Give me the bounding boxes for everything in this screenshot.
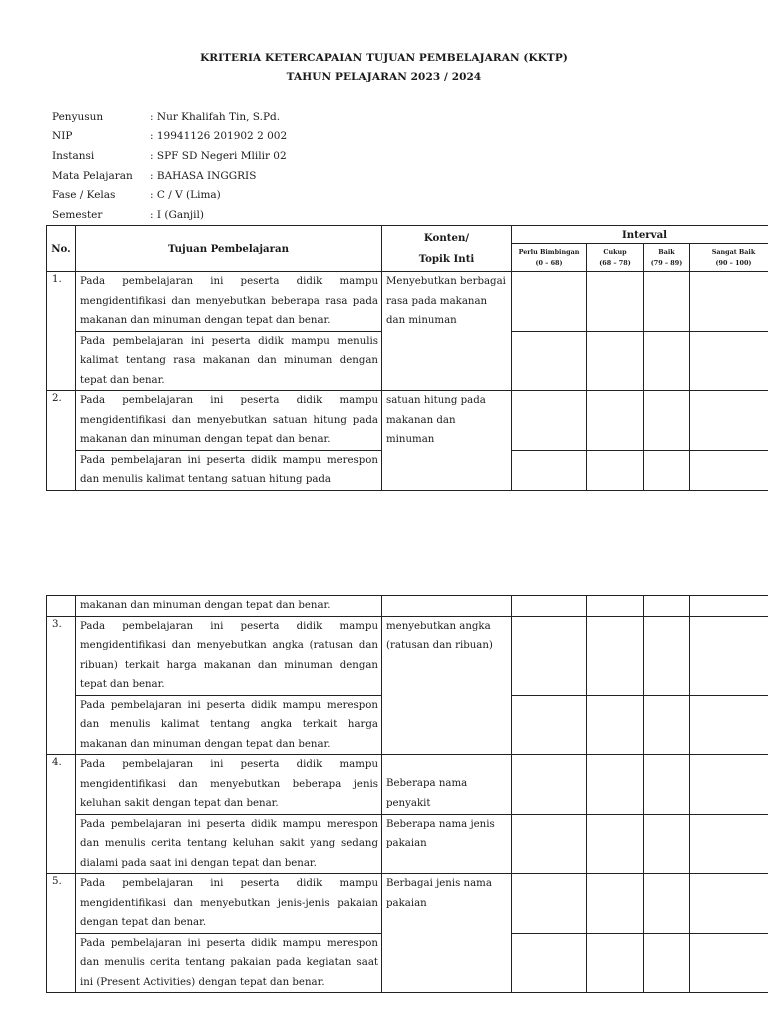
interval-cell <box>512 331 587 391</box>
interval-cell <box>512 695 587 755</box>
document-subtitle: TAHUN PELAJARAN 2023 / 2024 <box>286 71 482 83</box>
interval-cell <box>587 596 644 617</box>
header-level-cukup <box>587 244 644 272</box>
header-konten <box>382 226 512 272</box>
tujuan-pembelajaran-cell: Pada pembelajaran ini peserta didik mampu merespon dan menulis kalimat tentang angka terkait harga makanan dan minuman dengan tepat dan benar. <box>76 695 382 755</box>
header-level-baik <box>644 244 690 272</box>
header-interval: Interval <box>512 226 768 244</box>
interval-cell <box>644 695 690 755</box>
topic-cell: Beberapa nama jenis pakaian <box>382 814 512 874</box>
interval-cell <box>587 331 644 391</box>
info-row-instansi <box>52 146 287 166</box>
topic-cell: satuan hitung pada makanan dan minuman <box>382 391 512 491</box>
interval-cell <box>587 874 644 934</box>
topic-cell: Berbagai jenis nama pakaian <box>382 874 512 993</box>
info-label: Mata Pelajaran <box>52 169 133 182</box>
tujuan-pembelajaran-cell: Pada pembelajaran ini peserta didik mampu mengidentifikasi dan menyebutkan jenis-jenis pakaian dengan tepat dan benar. <box>76 874 382 934</box>
interval-cell <box>644 755 690 815</box>
interval-cell <box>512 933 587 993</box>
level-name: Cukup <box>603 247 627 256</box>
row-number: 1. <box>47 272 76 391</box>
interval-cell <box>587 755 644 815</box>
info-value: : Nur Khalifah Tin, S.Pd. <box>150 110 281 123</box>
tujuan-pembelajaran-cell: Pada pembelajaran ini peserta didik mampu mengidentifikasi dan menyebutkan beberapa rasa pada makanan dan minuman dengan tepat dan benar. <box>76 272 382 332</box>
interval-cell <box>690 874 768 934</box>
info-value: : 19941126 201902 2 002 <box>150 130 288 143</box>
info-label: Penyusun <box>52 110 104 123</box>
interval-cell <box>587 272 644 332</box>
interval-cell <box>690 331 768 391</box>
interval-cell <box>512 391 587 451</box>
interval-cell <box>644 272 690 332</box>
document-title: KRITERIA KETERCAPAIAN TUJUAN PEMBELAJARAN (KKTP) <box>200 52 568 64</box>
interval-cell <box>512 616 587 695</box>
row-number-empty <box>47 596 76 617</box>
info-row-penyusun <box>52 107 287 127</box>
tujuan-pembelajaran-cell: Pada pembelajaran ini peserta didik mampu mengidentifikasi dan menyebutkan angka (ratusan dan ribuan) terkait harga makanan dan minuman dengan tepat dan benar. <box>76 616 382 695</box>
tujuan-pembelajaran-cell <box>76 450 382 490</box>
info-label: NIP <box>52 130 73 143</box>
row-number: 3. <box>47 616 76 755</box>
kktp-table-part2 <box>46 595 768 993</box>
row-number: 4. <box>47 755 76 874</box>
topic-cell <box>382 596 512 617</box>
info-row-fase-kelas <box>52 185 287 205</box>
interval-cell <box>587 695 644 755</box>
info-row-semester <box>52 205 287 225</box>
interval-cell <box>690 814 768 874</box>
interval-cell <box>644 450 690 490</box>
interval-cell <box>512 874 587 934</box>
interval-cell <box>644 874 690 934</box>
info-row-nip <box>52 127 287 147</box>
interval-cell <box>587 450 644 490</box>
header-tujuan-pembelajaran: Tujuan Pembelajaran <box>76 226 382 272</box>
tujuan-pembelajaran-cell: Pada pembelajaran ini peserta didik mampu mengidentifikasi dan menyebutkan satuan hitung pada makanan dan minuman dengan tepat dan benar. <box>76 391 382 451</box>
tujuan-pembelajaran-cell: makanan dan minuman dengan tepat dan benar. <box>76 596 382 617</box>
interval-cell <box>644 596 690 617</box>
info-value: : I (Ganjil) <box>150 208 204 221</box>
info-label: Semester <box>52 208 103 221</box>
interval-cell <box>512 450 587 490</box>
interval-cell <box>690 391 768 451</box>
tujuan-pembelajaran-cell: Pada pembelajaran ini peserta didik mampu merespon dan menulis cerita tentang pakaian pada kegiatan saat ini (Present Activities) dengan tepat dan benar. <box>76 933 382 993</box>
interval-cell <box>644 331 690 391</box>
interval-cell <box>690 450 768 490</box>
header-no: No. <box>47 226 76 272</box>
table-row <box>47 814 768 874</box>
interval-cell <box>587 933 644 993</box>
kktp-table-part1 <box>46 225 768 491</box>
interval-cell <box>512 814 587 874</box>
info-value: : C / V (Lima) <box>150 189 221 202</box>
interval-cell <box>587 391 644 451</box>
level-range: (68 – 78) <box>599 258 631 267</box>
table-row <box>47 755 768 815</box>
row-number: 2. <box>47 391 76 491</box>
interval-cell <box>644 933 690 993</box>
tujuan-pembelajaran-text: Pada pembelajaran ini peserta didik mampu merespon dan menulis kalimat tentang satuan hitung pada <box>80 454 378 485</box>
interval-cell <box>644 616 690 695</box>
info-row-mata-pelajaran <box>52 166 287 186</box>
table-row <box>47 272 768 332</box>
interval-cell <box>512 596 587 617</box>
level-name: Sangat Baik <box>711 247 756 256</box>
tujuan-pembelajaran-cell: Pada pembelajaran ini peserta didik mampu mengidentifikasi dan menyebutkan beberapa jenis keluhan sakit dengan tepat dan benar. <box>76 755 382 815</box>
table-row <box>47 391 768 451</box>
document-info <box>52 107 287 225</box>
header-konten-line2: Topik Inti <box>418 252 475 265</box>
interval-cell <box>644 814 690 874</box>
interval-cell <box>587 814 644 874</box>
row-number: 5. <box>47 874 76 993</box>
level-range: (90 – 100) <box>715 258 752 267</box>
interval-cell <box>690 755 768 815</box>
topic-cell <box>382 755 512 815</box>
interval-cell <box>690 596 768 617</box>
interval-cell <box>690 616 768 695</box>
interval-cell <box>512 755 587 815</box>
topic-text: Beberapa nama penyakit <box>386 778 468 809</box>
info-value: : BAHASA INGGRIS <box>150 169 257 182</box>
tujuan-pembelajaran-cell: Pada pembelajaran ini peserta didik mampu menulis kalimat tentang rasa makanan dan minuman dengan tepat dan benar. <box>76 331 382 391</box>
header-level-sangat-baik <box>690 244 768 272</box>
info-label: Instansi <box>52 149 95 162</box>
table-row <box>47 616 768 695</box>
interval-cell <box>644 391 690 451</box>
table-row <box>47 874 768 934</box>
header-level-perlu-bimbingan <box>512 244 587 272</box>
topic-cell: menyebutkan angka (ratusan dan ribuan) <box>382 616 512 755</box>
level-name: Perlu Bimbingan <box>518 247 580 256</box>
info-label: Fase / Kelas <box>52 189 116 202</box>
level-range: (0 – 68) <box>535 258 563 267</box>
table-row <box>47 596 768 617</box>
interval-cell <box>690 695 768 755</box>
info-value: : SPF SD Negeri Mlilir 02 <box>150 149 287 162</box>
interval-cell <box>690 933 768 993</box>
interval-cell <box>587 616 644 695</box>
interval-cell <box>690 272 768 332</box>
tujuan-pembelajaran-cell: Pada pembelajaran ini peserta didik mampu merespon dan menulis cerita tentang keluhan sakit yang sedang dialami pada saat ini dengan tepat dan benar. <box>76 814 382 874</box>
level-name: Baik <box>658 247 675 256</box>
level-range: (79 – 89) <box>650 258 683 267</box>
header-konten-line1: Konten/ <box>423 231 470 244</box>
interval-cell <box>512 272 587 332</box>
topic-cell: Menyebutkan berbagai rasa pada makanan dan minuman <box>382 272 512 391</box>
